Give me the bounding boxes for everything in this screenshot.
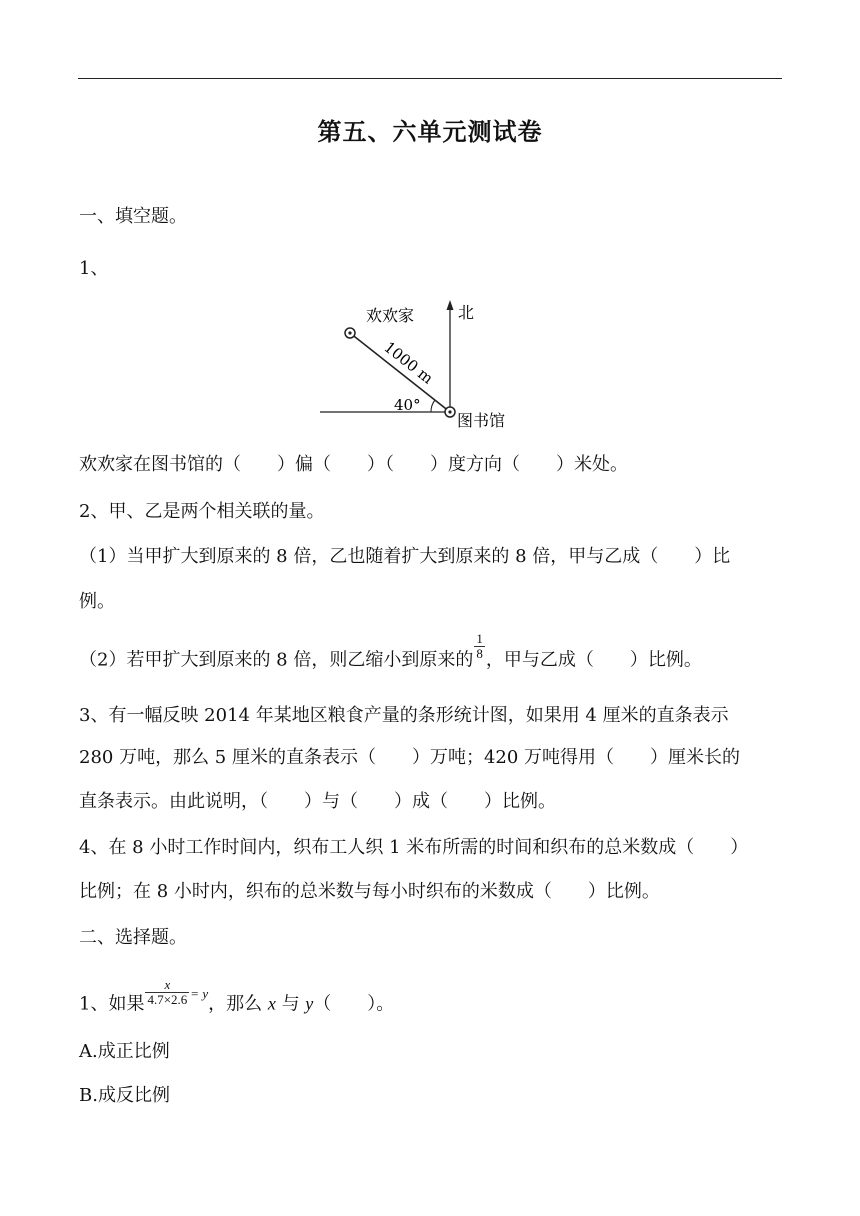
page-title: 第五、六单元测试卷 (317, 117, 543, 146)
angle-label: 40° (394, 396, 421, 414)
q1-number: 1、 (79, 258, 109, 279)
q2-part1-line1: （1）当甲扩大到原来的 8 倍，乙也随着扩大到原来的 8 倍，甲与乙成（ ）比 (79, 546, 731, 567)
direction-diagram (310, 292, 540, 434)
fraction-one-eighth (474, 632, 485, 661)
home-label: 欢欢家 (366, 306, 415, 325)
choice-q1-mid: ，那么 (208, 993, 263, 1015)
fraction-x-over-product (145, 978, 189, 1007)
q4-line2: 比例；在 8 小时内，织布的总米数与每小时织布的米数成（ ）比例。 (79, 881, 660, 902)
choice-q1 (79, 977, 395, 1019)
north-arrow-icon (447, 300, 454, 310)
q2-intro: 2、甲、乙是两个相关联的量。 (79, 501, 325, 522)
library-label: 图书馆 (457, 411, 506, 430)
q2-part2 (79, 631, 702, 675)
choice-q1-before: 1、如果 (79, 993, 145, 1015)
q3-line2: 280 万吨，那么 5 厘米的直条表示（ ）万吨；420 万吨得用（ ）厘米长的 (79, 747, 741, 768)
choice-q1-and: 与 (281, 993, 300, 1015)
frac-numerator: 1 (476, 631, 483, 646)
q2-part2-before: （2）若甲扩大到原来的 8 倍，则乙缩小到原来的 (79, 649, 474, 671)
q4-line1: 4、在 8 小时工作时间内，织布工人织 1 米布所需的时间和织布的总米数成（ ） (79, 837, 749, 858)
angle-arc (431, 400, 435, 412)
frac-denominator: 8 (476, 646, 483, 661)
q1-text: 欢欢家在图书馆的（ ）偏（ ）（ ）度方向（ ）米处。 (79, 454, 628, 475)
equals-y: = y (190, 985, 209, 1001)
distance-label: 1000 m (380, 338, 437, 388)
choice-q1-after: （ ）。 (313, 993, 395, 1015)
header-rule (78, 78, 782, 79)
section2-heading: 二、选择题。 (79, 927, 187, 948)
var-x: x (267, 993, 276, 1014)
var-y: y (305, 993, 314, 1014)
q3-line3: 直条表示。由此说明，（ ）与（ ）成（ ）比例。 (79, 791, 556, 812)
frac-x: x (145, 978, 189, 993)
option-a: A.成正比例 (79, 1041, 170, 1062)
q3-line1: 3、有一幅反映 2014 年某地区粮食产量的条形统计图，如果用 4 厘米的直条表示 (79, 705, 729, 726)
section1-heading: 一、填空题。 (79, 206, 187, 227)
north-label: 北 (458, 303, 475, 322)
option-b: B.成反比例 (79, 1085, 170, 1106)
q2-part2-after: ，甲与乙成（ ）比例。 (485, 649, 702, 671)
frac-product: 4.7×2.6 (147, 992, 188, 1007)
q2-part1-line2: 例。 (79, 591, 115, 612)
